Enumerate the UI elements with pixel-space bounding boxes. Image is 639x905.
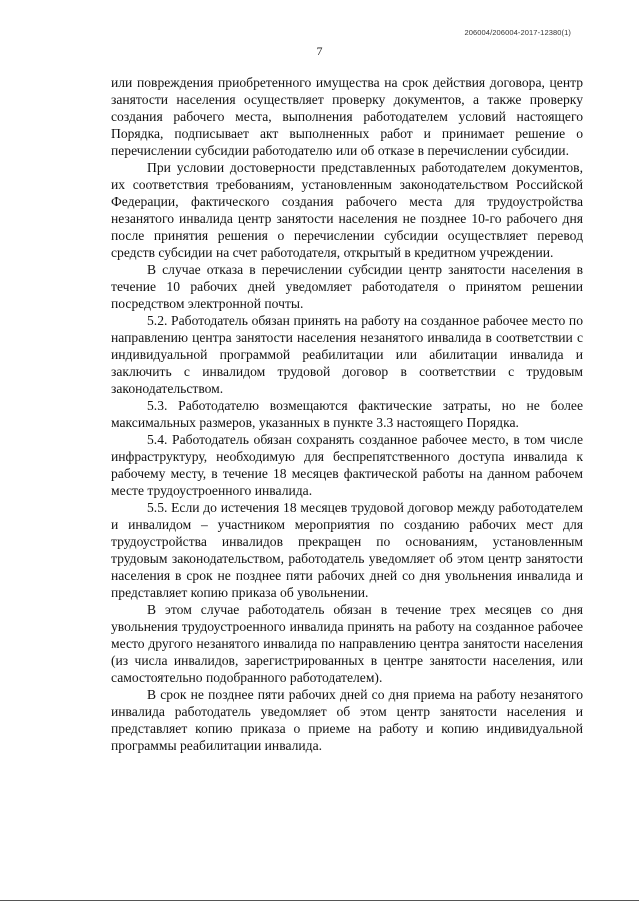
clause-5-2: 5.2. Работодатель обязан принять на работу на созданное рабочее место по направлению центра занятости населения незанятого инвалида в соответствии с индивидуальной программой реабилитации или абилитации инвалида и заключить с инвалидом трудовой договор в соответствии с трудовым законодательством.	[111, 313, 583, 396]
paragraph-refusal-notice: В случае отказа в перечислении субсидии центр занятости населения в течение 10 рабочих дней уведомляет работодателя о принятом решении посредством электронной почты.	[111, 262, 583, 311]
page-bottom-divider	[0, 900, 639, 901]
page-number: 7	[316, 44, 323, 58]
clause-5-4: 5.4. Работодатель обязан сохранять созданное рабочее место, в том числе инфраструктуру, необходимую для беспрепятственного доступа инвалида к рабочему месту, в течение 18 месяцев фактической работы на данном рабочем месте трудоустроенного инвалида.	[111, 432, 583, 498]
paragraph-subsidy-transfer: При условии достоверности представленных работодателем документов, их соответствия требованиям, установленным законодательством Российской Федерации, фактического создания рабочего места для трудоустройства незанятого инвалида центр занятости населения не позднее 10-го рабочего дня после принятия решения о перечислении субсидии осуществляет перевод средств субсидии на счет работодателя, открытый в кредитном учреждении.	[111, 160, 583, 260]
clause-5-5: 5.5. Если до истечения 18 месяцев трудовой договор между работодателем и инвалидом – участником мероприятия по созданию рабочих мест для трудоустройства инвалидов прекращен по основаниям, установленным трудовым законодательством, работодатель уведомляет об этом центр занятости населения в срок не позднее пяти рабочих дней со дня увольнения инвалида и представляет копию приказа об увольнении.	[111, 500, 583, 600]
paragraph-hire-notice: В срок не позднее пяти рабочих дней со дня приема на работу незанятого инвалида работодатель уведомляет об этом центр занятости населения и представляет копию приказа о приеме на работу и копию индивидуальной программы реабилитации инвалида.	[111, 687, 583, 753]
paragraph-continuation: или повреждения приобретенного имущества на срок действия договора, центр занятости населения осуществляет проверку документов, а также проверку создания рабочего места, выполнения работодателем условий настоящего Порядка, подписывает акт выполненных работ и принимает решение о перечислении субсидии работодателю или об отказе в перечислении субсидии.	[111, 75, 583, 158]
clause-5-3: 5.3. Работодателю возмещаются фактические затраты, но не более максимальных размеров, указанных в пункте 3.3 настоящего Порядка.	[111, 398, 583, 430]
document-body	[111, 74, 583, 754]
paragraph-replacement-hire: В этом случае работодатель обязан в течение трех месяцев со дня увольнения трудоустроенного инвалида принять на работу на созданное рабочее место другого незанятого инвалида по направлению центра занятости населения (из числа инвалидов, зарегистрированных в центре занятости населения, или самостоятельно подобранного работодателем).	[111, 602, 583, 685]
document-registration-number: 206004/206004-2017-12380(1)	[464, 28, 571, 37]
